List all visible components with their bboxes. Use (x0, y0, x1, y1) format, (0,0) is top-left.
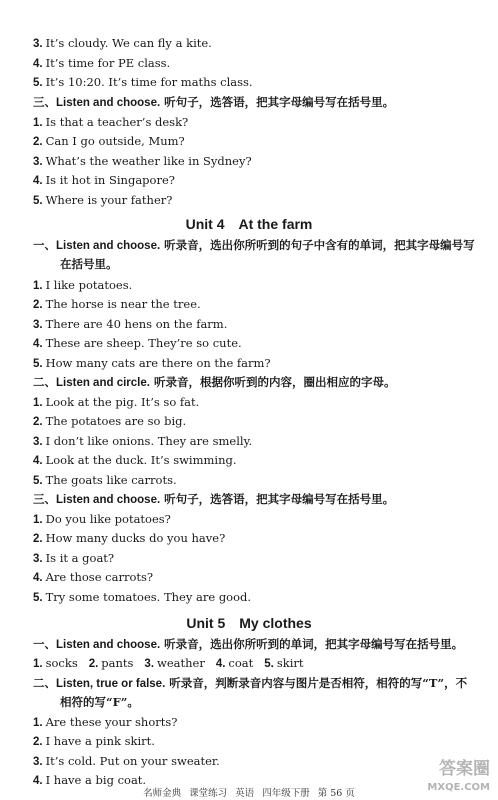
list-item: 5. Try some tomatoes. They are good. (33, 590, 252, 604)
list-item: 4. Are those carrots? (33, 570, 154, 584)
watermark-logo (414, 752, 492, 796)
section-heading: 一、Listen and choose. 听录音，选出你所听到的句子中含有的单词，把其字母编号写 (33, 238, 475, 252)
list-item: 1. Do you like potatoes? (33, 512, 171, 526)
section-heading-cont: 相符的写“F”。 (60, 695, 139, 709)
list-item: 5. Where is your father? (33, 193, 173, 207)
section-heading: 三、Listen and choose. 听句子，选答语，把其字母编号写在括号里。 (33, 492, 395, 506)
section-heading-cont: 在括号里。 (60, 257, 118, 271)
list-item: 1. I like potatoes. (33, 278, 133, 292)
list-item: 3. There are 40 hens on the farm. (33, 317, 228, 331)
list-item: 3. What’s the weather like in Sydney? (33, 154, 252, 168)
list-item: 3. It’s cold. Put on your sweater. (33, 754, 220, 768)
list-item: 2. The potatoes are so big. (33, 414, 187, 428)
list-item: 4. Is it hot in Singapore? (33, 173, 175, 187)
unit-title: Unit 4 At the farm (185, 216, 313, 232)
list-item: 4. It’s time for PE class. (33, 56, 171, 70)
list-item: 1. Are these your shorts? (33, 715, 178, 729)
word-list: 1. socks 2. pants 3. weather 4. coat 5. skirt (33, 656, 304, 670)
section-heading: 二、Listen and circle. 听录音，根据你听到的内容，圈出相应的字母。 (33, 375, 396, 389)
list-item: 4. I have a big coat. (33, 773, 147, 787)
unit-title: Unit 5 My clothes (186, 615, 312, 631)
list-item: 4. These are sheep. They’re so cute. (33, 336, 242, 350)
list-item: 5. The goats like carrots. (33, 473, 177, 487)
section-heading: 三、Listen and choose. 听句子，选答语，把其字母编号写在括号里。 (33, 95, 395, 109)
list-item: 3. It’s cloudy. We can fly a kite. (33, 36, 212, 50)
watermark-line1: 答案圈 (439, 759, 490, 779)
page-footer: 名师金典 课堂练习 英语 四年级下册 第 56 页 (143, 788, 355, 799)
list-item: 3. I don’t like onions. They are smelly. (33, 434, 253, 448)
list-item: 5. It’s 10:20. It’s time for maths class. (33, 75, 253, 89)
list-item: 1. Look at the pig. It’s so fat. (33, 395, 200, 409)
list-item: 2. How many ducks do you have? (33, 531, 226, 545)
list-item: 3. Is it a goat? (33, 551, 115, 565)
watermark-line2: MXQE.COM (427, 782, 490, 793)
list-item: 1. Is that a teacher’s desk? (33, 115, 189, 129)
list-item: 4. Look at the duck. It’s swimming. (33, 453, 237, 467)
list-item: 2. I have a pink skirt. (33, 734, 155, 748)
list-item: 2. The horse is near the tree. (33, 297, 201, 311)
list-item: 5. How many cats are there on the farm? (33, 356, 271, 370)
section-heading: 二、Listen, true or false. 听录音，判断录音内容与图片是否相符，相符的写“T”，不 (33, 676, 468, 690)
section-heading: 一、Listen and choose. 听录音，选出你所听到的单词，把其字母编号写在括号里。 (33, 637, 464, 651)
list-item: 2. Can I go outside, Mum? (33, 134, 185, 148)
